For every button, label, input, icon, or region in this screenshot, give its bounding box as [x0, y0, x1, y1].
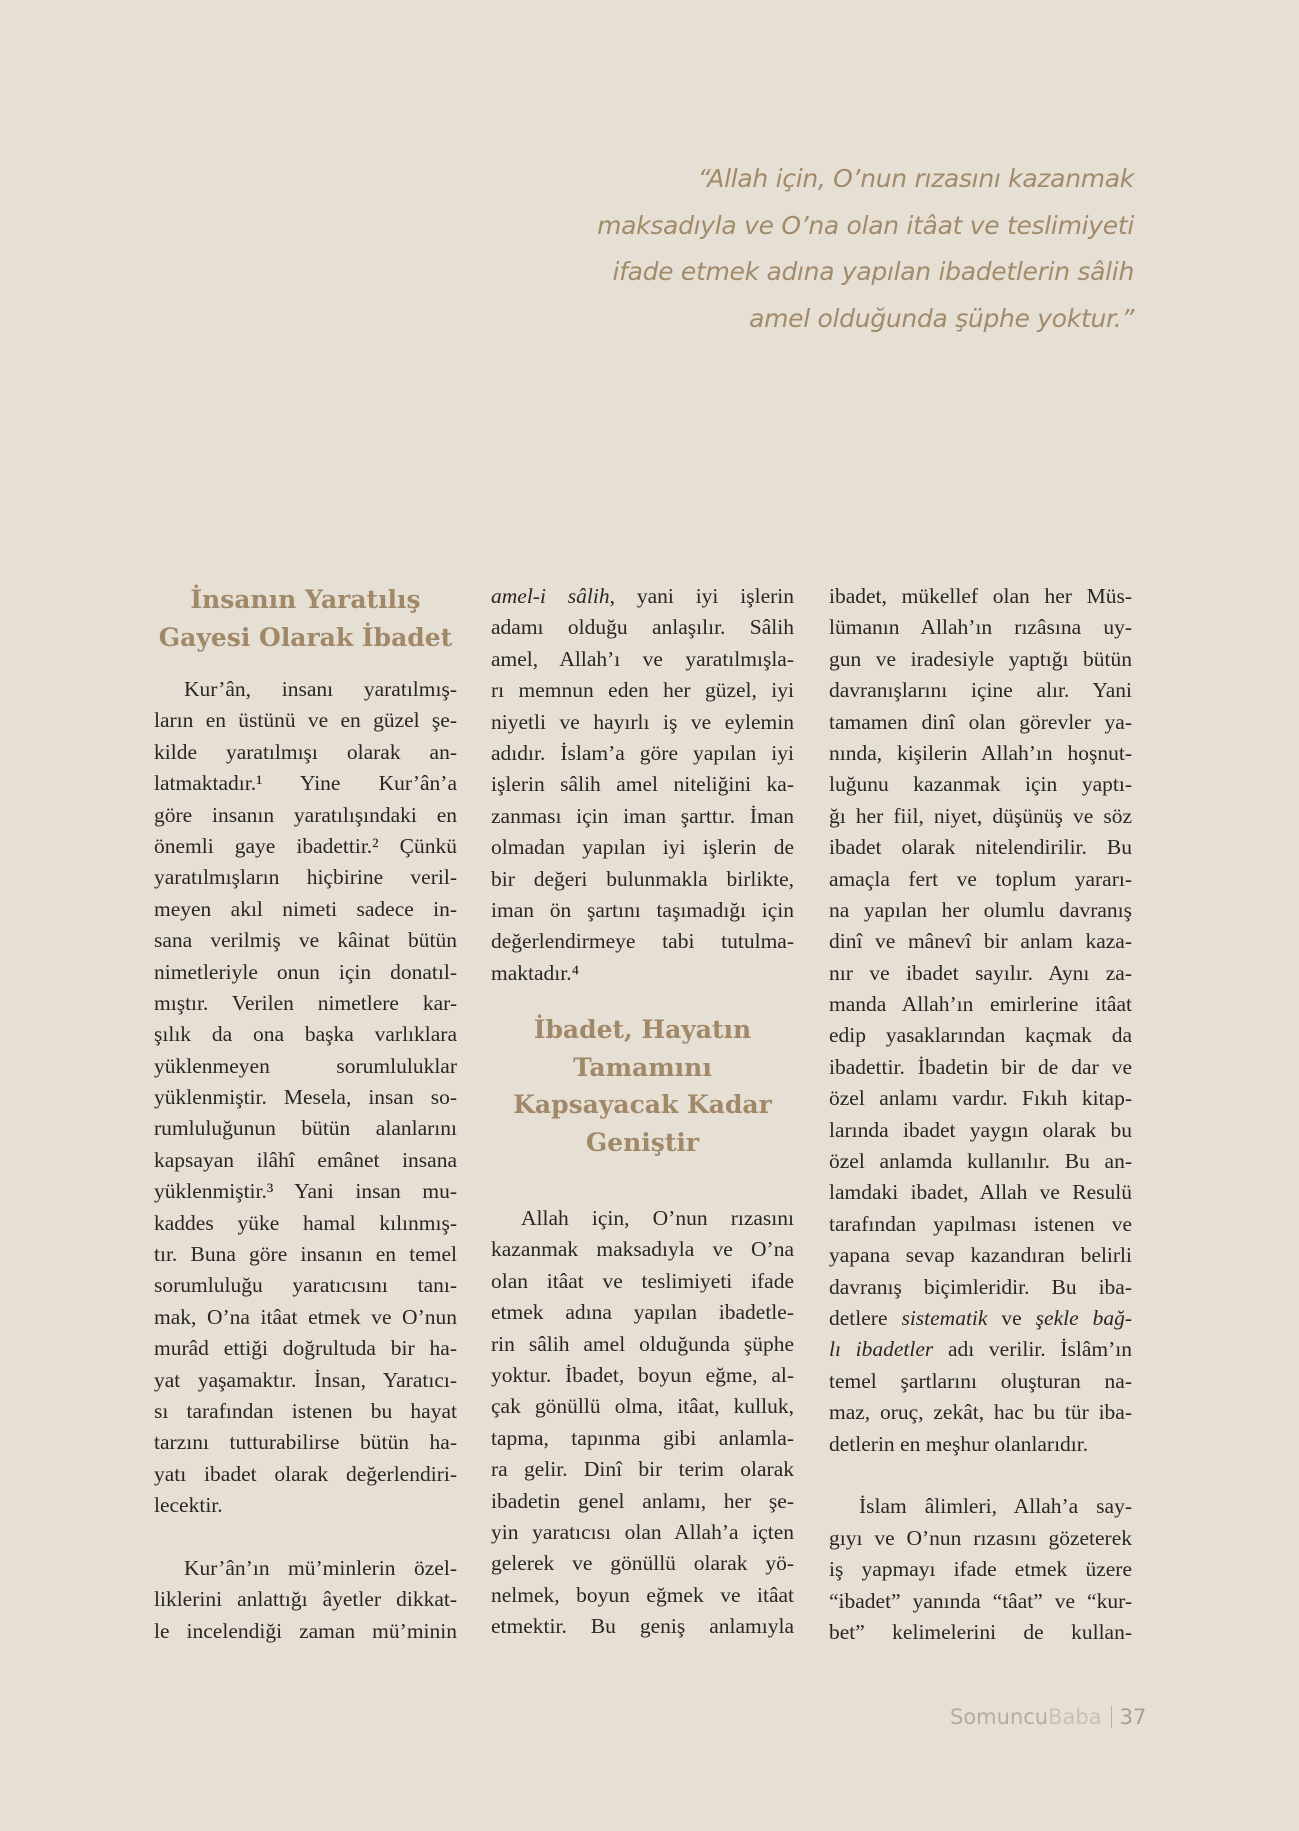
heading-line: Geniştir: [585, 1127, 700, 1157]
text-line: manda Allah’ın emirlerine itâat: [829, 992, 1132, 1017]
text-line: davranış biçimleridir. Bu iba-: [829, 1274, 1132, 1299]
text-line: rı memnun eden her güzel, iyi: [491, 678, 794, 703]
text-line: murâd ettiği doğrultuda bir ha-: [154, 1336, 457, 1361]
text-line: yüklenmiştir. Mesela, insan so-: [154, 1085, 457, 1110]
pull-quote: [560, 156, 1134, 342]
text-line: ra gelir. Dinî bir terim olarak: [491, 1457, 794, 1482]
text-line: gıyı ve O’nun rızasını gözeterek: [829, 1525, 1132, 1550]
text-line: kapsayan ilâhî emânet insana: [154, 1147, 457, 1172]
text-line: yapana sevap kazandıran belirli: [829, 1243, 1132, 1268]
magazine-brand: SomuncuBaba: [950, 1705, 1102, 1729]
pull-quote-line: “Allah için, O’nun rızasını kazanmak: [697, 164, 1134, 193]
text-line: önemli gaye ibadettir.² Çünkü: [154, 833, 457, 858]
text-line: yüklenmiştir.³ Yani insan mu-: [154, 1179, 457, 1204]
text-line: gelerek ve gönüllü olarak yö-: [491, 1551, 794, 1576]
pull-quote-line: maksadıyla ve O’na olan itâat ve teslimiyeti: [597, 210, 1134, 240]
text-line: yat yaşamaktır. İnsan, Yaratıcı-: [154, 1367, 457, 1392]
text-line: sana verilmiş ve kâinat bütün: [154, 928, 457, 953]
text-line: ibadet olarak nitelendirilir. Bu: [829, 835, 1132, 860]
page-number: 37: [1119, 1705, 1147, 1729]
text-line: “ibadet” yanında “tâat” ve “kur-: [829, 1588, 1132, 1613]
text-line: tapma, tapınma gibi anlamla-: [491, 1425, 794, 1450]
text-line: etmek adına yapılan ibadetle-: [491, 1300, 794, 1325]
column-2: [491, 581, 794, 1643]
text-line: meyen akıl nimeti sadece in-: [154, 896, 457, 921]
text-line: adıdır. İslam’a göre yapılan iyi: [491, 740, 794, 765]
text-line: İslam âlimleri, Allah’a say-: [859, 1494, 1132, 1519]
text-line: işlerin sâlih amel niteliğini ka-: [491, 772, 794, 797]
text-line: nında, kişilerin Allah’ın hoşnut-: [829, 740, 1132, 765]
text-line: mak, O’na itâat etmek ve O’nun: [154, 1304, 457, 1329]
text-line: yatı ibadet olarak değerlendiri-: [154, 1461, 457, 1486]
text-line: na yapılan her olumlu davranış: [829, 897, 1132, 922]
text-line: iman ön şartını taşımadığı için: [491, 897, 794, 922]
text-line: tır. Buna göre insanın en temel: [154, 1242, 457, 1267]
text-line: etmektir. Bu geniş anlamıyla: [491, 1614, 794, 1639]
text-line: niyetli ve hayırlı iş ve eylemin: [491, 709, 794, 734]
italic-term: amel-i sâlih: [491, 584, 610, 608]
text-line: ların en üstünü ve en güzel şe-: [154, 708, 457, 733]
text-line: le incelendiği zaman mü’minin: [154, 1618, 457, 1643]
text-line: sı tarafından istenen bu hayat: [154, 1398, 457, 1423]
text-line: liklerini anlattığı âyetler dikkat-: [154, 1587, 457, 1612]
text-line: değerlendirmeye tabi tutulma-: [491, 929, 794, 954]
text-line: lamdaki ibadet, Allah ve Resulü: [829, 1180, 1132, 1205]
text-line: şılık da ona başka varlıklara: [154, 1022, 457, 1047]
text-line: Kur’ân’ın mü’minlerin özel-: [184, 1555, 457, 1580]
text-line: özel anlamda kullanılır. Bu an-: [829, 1149, 1132, 1174]
text-line: bir değeri bulunmakla birlikte,: [491, 866, 794, 891]
column-1: [154, 581, 457, 1647]
text-line: yoktur. İbadet, boyun eğme, al-: [491, 1363, 794, 1388]
text-line: edip yasaklarından kaçmak da: [829, 1023, 1132, 1048]
text-line: dinî ve mânevî bir anlam kaza-: [829, 929, 1132, 954]
text-line: olan itâat ve teslimiyeti ifade: [491, 1268, 794, 1293]
paragraph: amel-i sâlih, yani iyi işlerin adamı olduğu anlaşılır. Sâlih amel, Allah’ı ve yaratılmışla- rı memnun eden her güzel, iyi niyetli ve hayırlı iş ve eylemin adıdır. İslam’a göre yapılan iyi işlerin sâlih amel niteliğini ka- zanması için iman şarttır. İman olmadan yapılan iyi işlerin de bir değeri bulunmakla birlikte, iman ön şartını taşımadığı için değerlendirmeye tabi tutulma- maktadır.⁴: [491, 581, 794, 989]
column-3: [829, 581, 1132, 1648]
heading-line: Gayesi Olarak İbadet: [158, 622, 453, 652]
heading-line: Kapsayacak Kadar: [513, 1090, 772, 1120]
italic-term: sistematik: [901, 1305, 988, 1330]
text-line: luğunu kazanmak için yaptı-: [829, 772, 1132, 797]
text-line: tamamen dinî olan görevler ya-: [829, 709, 1132, 734]
text-line: larında ibadet yaygın olarak bu: [829, 1117, 1132, 1142]
text-line: gun ve iradesiyle yaptığı bütün: [829, 646, 1132, 671]
text-line: lümanın Allah’ın rızâsına uy-: [829, 615, 1132, 640]
text-line: detlerin en meşhur olanlarıdır.: [829, 1431, 1089, 1456]
text-line: rumluluğunun bütün alanlarını: [154, 1116, 457, 1141]
text-line: lı ibadetler adı verilir. İslâm’ın: [829, 1337, 1132, 1362]
pull-quote-line: ifade etmek adına yapılan ibadetlerin sâlih: [612, 257, 1134, 286]
section-heading-1: [154, 581, 457, 656]
text-line: Allah için, O’nun rızasını: [521, 1206, 794, 1231]
text-line: nelmek, boyun eğmek ve itâat: [491, 1582, 794, 1607]
text-line: ibadet, mükellef olan her Müs-: [829, 584, 1132, 608]
text-line: amaçla fert ve toplum yararı-: [829, 866, 1132, 891]
text-line: tarzını tutturabilirse bütün ha-: [154, 1430, 457, 1455]
text-line: Kur’ân, insanı yaratılmış-: [184, 677, 457, 701]
text-line: davranışlarını içine alır. Yani: [829, 678, 1132, 703]
paragraph: [829, 1491, 1132, 1648]
text-line: adamı olduğu anlaşılır. Sâlih: [491, 615, 794, 640]
text-line: ibadettir. İbadetin bir de dar ve: [829, 1054, 1132, 1079]
paragraph: [491, 1203, 794, 1642]
text-line: kazanmak maksadıyla ve O’na: [491, 1237, 794, 1262]
paragraph: [154, 674, 457, 1522]
text-line: latmaktadır.¹ Yine Kur’ân’a: [154, 771, 457, 796]
text-line: çak gönüllü olma, itâat, kulluk,: [491, 1394, 794, 1419]
text-line: iş yapmayı ifade etmek üzere: [829, 1557, 1132, 1582]
heading-line: Tamamını: [573, 1052, 712, 1082]
text-line: nır ve ibadet sayılır. Aynı za-: [829, 960, 1132, 985]
paragraph: [154, 1553, 457, 1647]
footer-divider: [1111, 1706, 1112, 1728]
text-line: ğı her fiil, niyet, düşünüş ve söz: [829, 803, 1132, 828]
text-line: yaratılmışların hiçbirine veril-: [154, 865, 457, 890]
text-line: ibadetin genel anlamı, her şe-: [491, 1488, 794, 1513]
italic-term: lı ibadetler: [829, 1337, 934, 1362]
text-line: kaddes yüke hamal kılınmış-: [154, 1210, 457, 1235]
text-line: kilde yaratılmışı olarak an-: [154, 739, 457, 764]
heading-line: İnsanın Yaratılış: [190, 585, 421, 614]
text-line: amel, Allah’ı ve yaratılmışla-: [491, 646, 794, 671]
page-footer: [950, 1705, 1147, 1729]
text-line: olmadan yapılan iyi işlerin de: [491, 835, 794, 860]
text-line: yüklenmeyen sorumluluklar: [154, 1053, 457, 1078]
heading-line: İbadet, Hayatın: [533, 1015, 752, 1045]
text-line: yin yaratıcısı olan Allah’a içten: [491, 1519, 794, 1544]
text-line: nimetleriyle onun için donatıl-: [154, 959, 457, 984]
text-line: sorumluluğu yaratıcısını tanı-: [154, 1273, 457, 1298]
text-line: mıştır. Verilen nimetlere kar-: [154, 990, 457, 1015]
text-line: zanması için iman şarttır. İman: [491, 803, 794, 828]
text-line: temel şartlarını oluşturan na-: [829, 1368, 1132, 1393]
text-line: maz, oruç, zekât, hac bu tür iba-: [829, 1400, 1132, 1425]
text-line: tarafından yapılması istenen ve: [829, 1211, 1132, 1236]
text-line: özel anlamı vardır. Fıkıh kitap-: [829, 1086, 1132, 1111]
text-line: lecektir.: [154, 1493, 223, 1518]
section-heading-2: [491, 1011, 794, 1161]
text-line: bet” kelimelerini de kullan-: [829, 1619, 1132, 1644]
text-line: maktadır.⁴: [491, 960, 580, 985]
text-line: göre insanın yaratılışındaki en: [154, 802, 457, 827]
text-line: rin sâlih amel olduğunda şüphe: [491, 1331, 794, 1356]
paragraph: [829, 581, 1132, 1460]
italic-term: şekle bağ-: [1035, 1305, 1132, 1330]
text-line: detlere sistematik ve şekle bağ-: [829, 1305, 1132, 1330]
pull-quote-line: amel olduğunda şüphe yoktur.”: [749, 303, 1134, 333]
